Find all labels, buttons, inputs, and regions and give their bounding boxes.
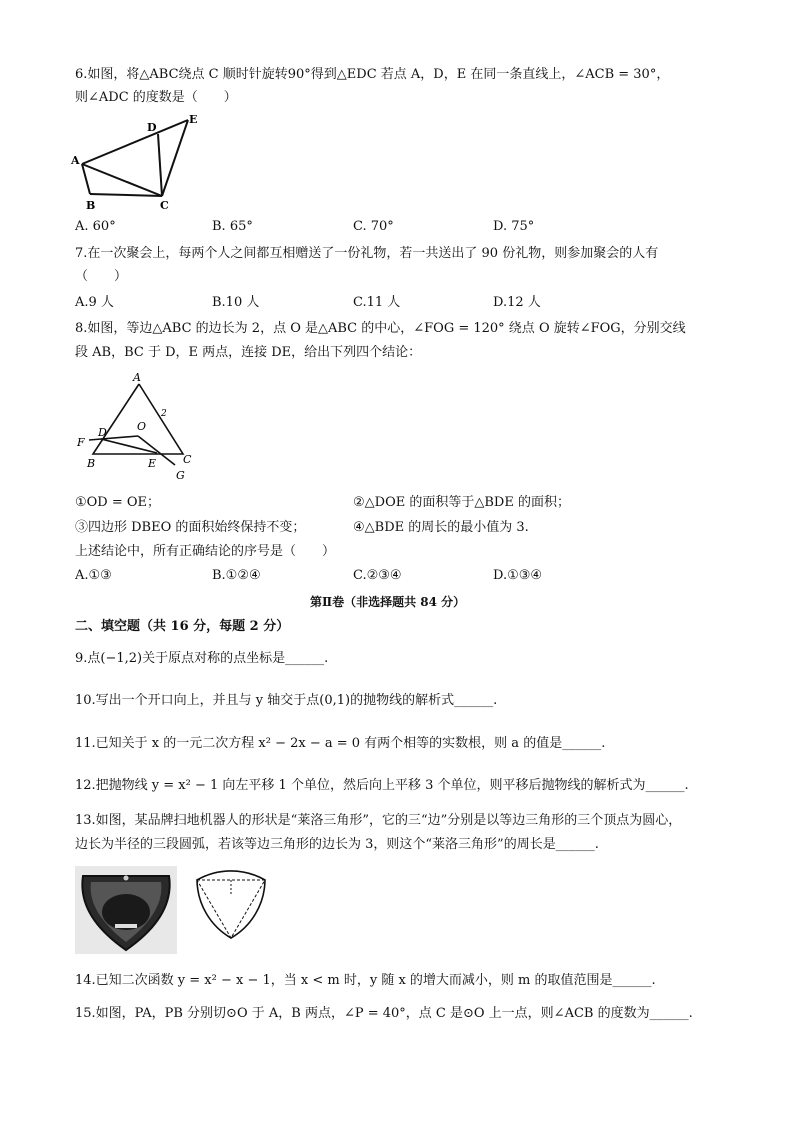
q6-stem-line2: 则∠ADC 的度数是（ ）	[75, 90, 237, 105]
q8-label-e: E	[148, 457, 157, 470]
q6-option-d: D. 75°	[493, 219, 535, 234]
q8-option-a: A.①③	[75, 568, 112, 583]
q13-robot-photo	[75, 866, 177, 954]
q8-conclusion-3: ③四边形 DBEO 的面积始终保持不变；	[75, 520, 306, 535]
q6-label-d: D	[147, 121, 157, 134]
q8-label-o: O	[137, 420, 147, 433]
q6-seg-ab	[82, 164, 90, 194]
section2-title: 二、填空题（共 16 分，每题 2 分）	[75, 619, 290, 634]
q8-option-c: C.②③④	[353, 568, 402, 583]
q6-option-c: C. 70°	[353, 219, 394, 234]
q8-label-d: D	[98, 426, 107, 439]
q13-reuleaux-triangle	[191, 870, 271, 950]
q9-text: 9.点(−1,2)关于原点对称的点坐标是______.	[75, 651, 329, 666]
q8-label-c: C	[183, 453, 192, 466]
q8-label-b: B	[87, 457, 96, 470]
q8-conclusion-2: ②△DOE 的面积等于△BDE 的面积；	[353, 495, 570, 510]
q7-stem-line2: （ ）	[75, 269, 128, 284]
q8-stem-line1: 8.如图，等边△ABC 的边长为 2，点 O 是△ABC 的中心，∠FOG = 120° 绕点 O 旋转∠FOG，分别交线	[75, 321, 686, 336]
q7-option-b: B.10 人	[212, 295, 260, 310]
q8-option-d: D.①③④	[493, 568, 543, 583]
q6-option-a: A. 60°	[75, 219, 116, 234]
q6-stem-line1: 6.如图，将△ABC绕点 C 顺时针旋转90°得到△EDC 若点 A，D，E 在同一条直线上，∠ACB = 30°，	[75, 67, 670, 82]
q6-label-e: E	[189, 113, 198, 126]
q7-stem-line1: 7.在一次聚会上，每两个人之间都互相赠送了一份礼物，若一共送出了 90 份礼物，则参加聚会的人有	[75, 246, 659, 261]
q8-option-b: B.①②④	[212, 568, 261, 583]
q6-seg-ae	[82, 120, 188, 164]
q6-label-a: A	[71, 154, 80, 167]
q8-label-f: F	[77, 436, 85, 449]
q8-figure	[75, 370, 205, 485]
q10-text: 10.写出一个开口向上，并且与 y 轴交于点(0,1)的抛物线的解析式______.	[75, 693, 498, 708]
q8-ray-of	[89, 436, 138, 440]
q15-text: 15.如图，PA，PB 分别切⊙O 于 A，B 两点，∠P = 40°，点 C 是⊙O 上一点，则∠ACB 的度数为______.	[75, 1006, 693, 1021]
q8-conclusion-1: ①OD = OE；	[75, 495, 161, 510]
q7-option-c: C.11 人	[353, 295, 401, 310]
q8-label-a: A	[133, 371, 141, 384]
q7-option-d: D.12 人	[493, 295, 541, 310]
q11-text: 11.已知关于 x 的一元二次方程 x² − 2x − a = 0 有两个相等的实数根，则 a 的值是______.	[75, 736, 606, 751]
q6-seg-dc	[158, 134, 162, 196]
q13-stem-line2: 边长为半径的三段圆弧，若该等边三角形的边长为 3，则这个“莱洛三角形”的周长是______.	[75, 837, 599, 852]
q14-text: 14.已知二次函数 y = x² − x − 1，当 x < m 时，y 随 x 的增大而减小，则 m 的取值范围是______.	[75, 973, 656, 988]
q6-figure	[68, 112, 208, 212]
q6-label-c: C	[160, 199, 169, 212]
q8-conclusion-4: ④△BDE 的周长的最小值为 3.	[353, 520, 529, 535]
q8-label-side-2: 2	[161, 409, 167, 419]
q6-seg-bc	[90, 194, 162, 196]
q6-seg-ec	[162, 120, 188, 196]
q8-label-g: G	[176, 469, 185, 482]
q13-stem-line1: 13.如图，某品牌扫地机器人的形状是“莱洛三角形”，它的三“边”分别是以等边三角形的三个顶点为圆心，	[75, 813, 682, 828]
q8-prompt: 上述结论中，所有正确结论的序号是（ ）	[75, 544, 336, 559]
q8-triangle-abc	[93, 384, 183, 454]
q8-seg-de	[101, 439, 157, 453]
q6-label-b: B	[86, 199, 96, 212]
q8-ray-og	[138, 436, 175, 465]
part2-title: 第Ⅱ卷（非选择题共 84 分）	[310, 595, 466, 609]
q6-option-b: B. 65°	[212, 219, 253, 234]
q6-seg-ac	[82, 164, 162, 196]
q7-option-a: A.9 人	[75, 295, 114, 310]
q12-text: 12.把抛物线 y = x² − 1 向左平移 1 个单位，然后向上平移 3 个单位，则平移后抛物线的解析式为______.	[75, 778, 689, 793]
q8-stem-line2: 段 AB，BC 于 D，E 两点，连接 DE，给出下列四个结论：	[75, 345, 422, 360]
